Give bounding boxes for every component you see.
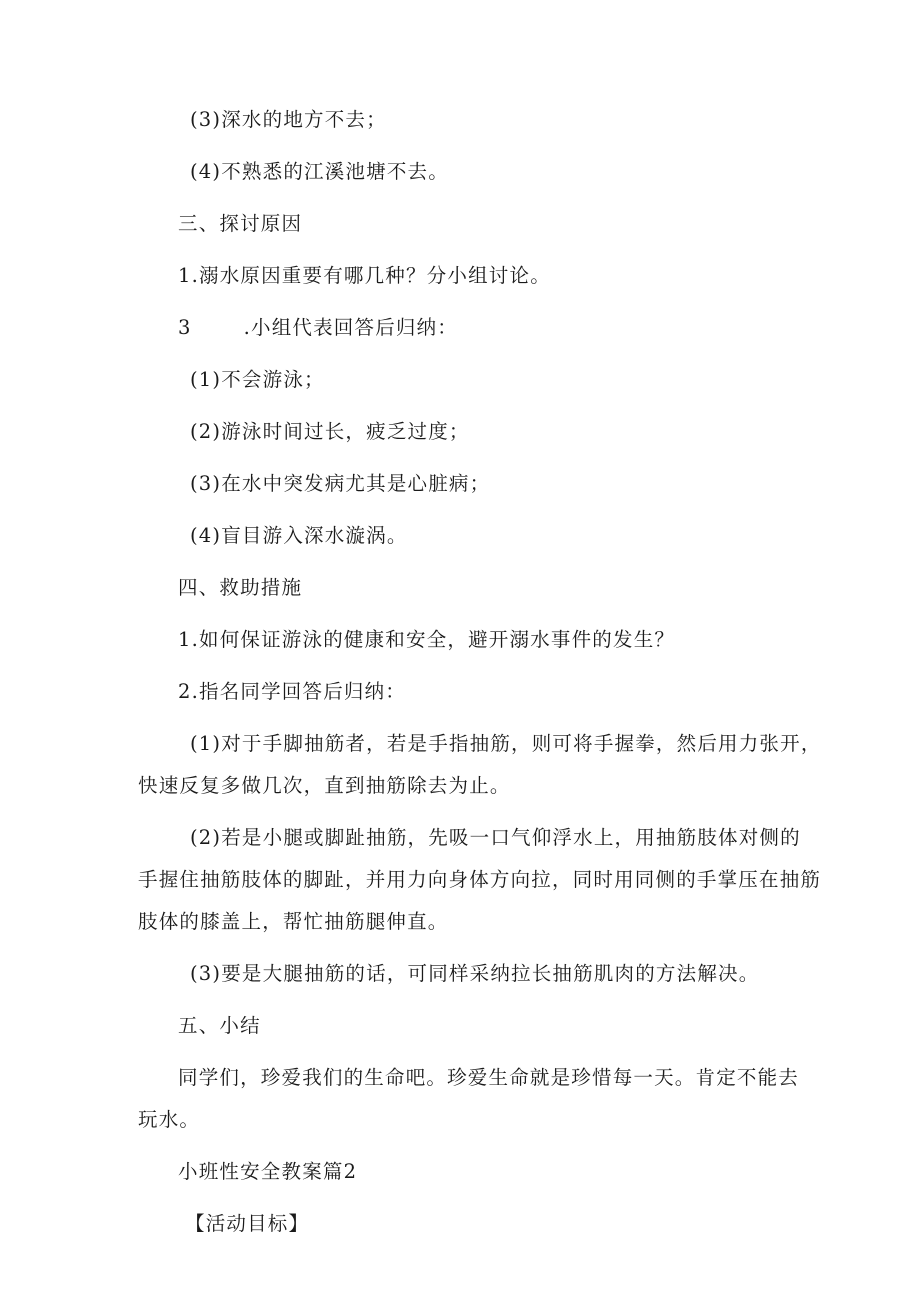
paragraph-line: 快速反复多做几次，直到抽筋除去为止。: [138, 774, 511, 797]
list-item: (1)不会游泳；: [190, 368, 325, 391]
paragraph-line: (2)若是小腿或脚趾抽筋，先吸一口气仰浮水上，用抽筋肢体对侧的: [190, 826, 801, 849]
paragraph: [178, 314, 458, 342]
paragraph-line: 肢体的膝盖上，帮忙抽筋腿伸直。: [138, 910, 449, 933]
list-item: (4)盲目游入深水漩涡。: [190, 524, 408, 547]
paragraph-line: 手握住抽筋肢体的脚趾，并用力向身体方向拉，同时用同侧的手掌压在抽筋: [138, 868, 822, 891]
paragraph-line: 玩水。: [138, 1108, 201, 1131]
section-heading: 三、探讨原因: [178, 212, 303, 235]
section-heading: 四、救助措施: [178, 576, 303, 599]
paragraph: 1.溺水原因重要有哪几种？分小组讨论。: [178, 264, 551, 287]
list-item: (4)不熟悉的江溪池塘不去。: [190, 160, 449, 183]
list-item: (3)在水中突发病尤其是心脏病；: [190, 472, 491, 495]
document-title: 小班性安全教案篇2: [178, 1160, 358, 1183]
item-number: 3: [178, 316, 192, 339]
list-item: (2)游泳时间过长，疲乏过度；: [190, 420, 470, 443]
paragraph-line: (1)对于手脚抽筋者，若是手指抽筋，则可将手握拳，然后用力张开，: [190, 732, 822, 755]
section-heading: 五、小结: [178, 1014, 261, 1037]
section-heading: 【活动目标】: [185, 1212, 310, 1235]
paragraph: 1.如何保证游泳的健康和安全，避开溺水事件的发生？: [178, 628, 676, 651]
paragraph-line: 同学们，珍爱我们的生命吧。珍爱生命就是珍惜每一天。肯定不能去: [178, 1066, 800, 1089]
paragraph-line: (3)要是大腿抽筋的话，可同样采纳拉长抽筋肌肉的方法解决。: [190, 962, 760, 985]
item-text: .小组代表回答后归纳：: [243, 316, 459, 339]
paragraph: 2.指名同学回答后归纳：: [178, 680, 407, 703]
list-item: (3)深水的地方不去；: [190, 108, 387, 131]
